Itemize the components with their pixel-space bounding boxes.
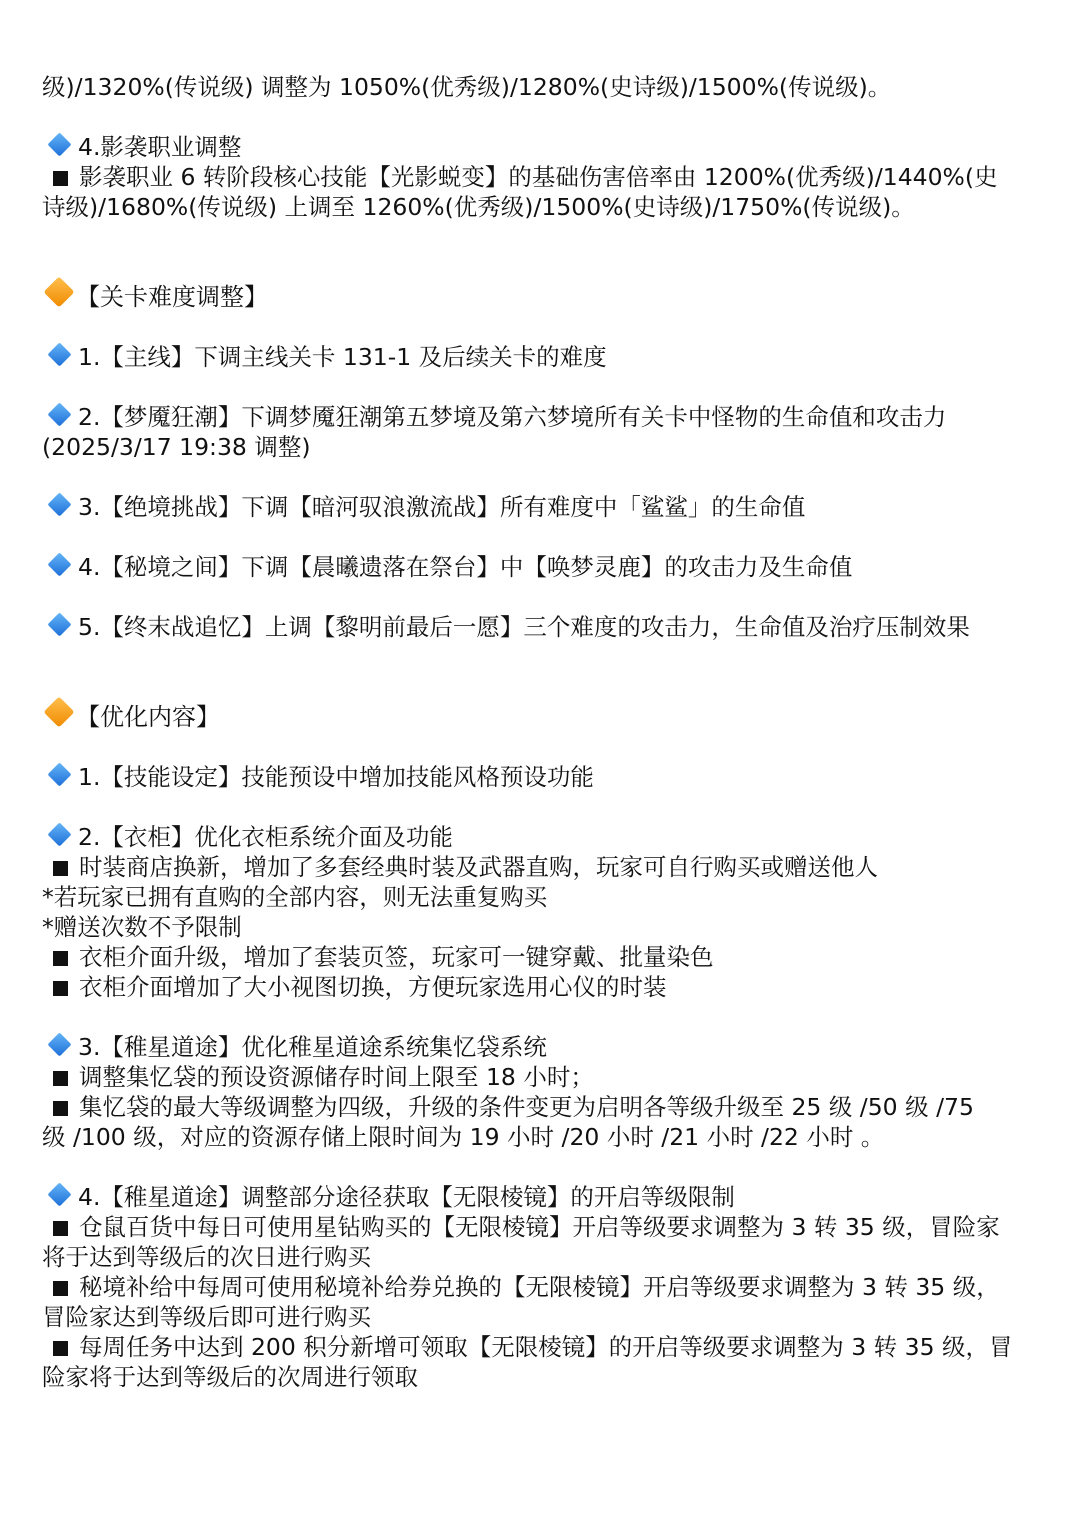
bullet-text: 衣柜介面升级，增加了套装页签，玩家可一键穿戴、批量染色 (79, 943, 714, 971)
blue-diamond-icon (47, 822, 71, 846)
bullet-text: 时装商店换新，增加了多套经典时装及武器直购，玩家可自行购买或赠送他人 (79, 853, 878, 881)
bullet-line (42, 1092, 1042, 1122)
list-item-text: 5.【终末战追忆】上调【黎明前最后一愿】三个难度的攻击力，生命值及治疗压制效果 (78, 613, 970, 641)
black-square-icon (53, 1071, 68, 1086)
bullet-line (42, 852, 1042, 882)
spacer (42, 582, 1042, 612)
blue-diamond-icon (47, 132, 71, 156)
list-item-text: 1.【技能设定】技能预设中增加技能风格预设功能 (78, 763, 594, 791)
list-item (42, 612, 1042, 642)
spacer (42, 222, 1042, 282)
list-item (42, 552, 1042, 582)
black-square-icon (53, 1341, 68, 1356)
bullet-line (42, 162, 1042, 192)
black-square-icon (53, 1221, 68, 1236)
bullet-continuation (42, 192, 1042, 222)
text-line: (2025/3/17 19:38 调整) (42, 433, 311, 461)
spacer (42, 312, 1042, 342)
blue-diamond-icon (47, 552, 71, 576)
list-item (42, 762, 1042, 792)
bullet-text: 险家将于达到等级后的次周进行领取 (42, 1363, 418, 1391)
text-line: 级)/1320%(传说级) 调整为 1050%(优秀级)/1280%(史诗级)/1500%(传说级)。 (42, 73, 892, 101)
spacer (42, 102, 1042, 132)
bullet-text: 将于达到等级后的次日进行购买 (42, 1243, 371, 1271)
spacer (42, 372, 1042, 402)
bullet-text: 集忆袋的最大等级调整为四级，升级的条件变更为启明各等级升级至 25 级 /50 级 /75 (79, 1093, 974, 1121)
blue-diamond-icon (47, 342, 71, 366)
list-item-text: 1.【主线】下调主线关卡 131-1 及后续关卡的难度 (78, 343, 607, 371)
bullet-text: 级 /100 级，对应的资源存储上限时间为 19 小时 /20 小时 /21 小时 /22 小时 。 (42, 1123, 885, 1151)
black-square-icon (53, 1281, 68, 1296)
bullet-text: 冒险家达到等级后即可进行购买 (42, 1303, 371, 1331)
list-item-text: 3.【绝境挑战】下调【暗河驭浪激流战】所有难度中「鲨鲨」的生命值 (78, 493, 806, 521)
bullet-continuation (42, 1302, 1042, 1332)
bullet-text: 每周任务中达到 200 积分新增可领取【无限棱镜】的开启等级要求调整为 3 转 35 级，冒 (79, 1333, 1013, 1361)
spacer (42, 732, 1042, 762)
bullet-text: 衣柜介面增加了大小视图切换，方便玩家选用心仪的时装 (79, 973, 667, 1001)
bullet-line (42, 1062, 1042, 1092)
list-item (42, 822, 1042, 852)
bullet-line (42, 942, 1042, 972)
bullet-text: 仓鼠百货中每日可使用星钻购买的【无限棱镜】开启等级要求调整为 3 转 35 级，冒险家 (79, 1213, 1000, 1241)
list-item-text: 4.【稚星道途】调整部分途径获取【无限棱镜】的开启等级限制 (78, 1183, 735, 1211)
list-item-text: 2.【梦魇狂潮】下调梦魇狂潮第五梦境及第六梦境所有关卡中怪物的生命值和攻击力 (78, 403, 947, 431)
blue-diamond-icon (47, 612, 71, 636)
bullet-text: 秘境补给中每周可使用秘境补给券兑换的【无限棱镜】开启等级要求调整为 3 转 35 级， (79, 1273, 1000, 1301)
black-square-icon (53, 1101, 68, 1116)
list-item (42, 492, 1042, 522)
text-line: *赠送次数不予限制 (42, 913, 242, 941)
bullet-text: 影袭职业 6 转阶段核心技能【光影蜕变】的基础伤害倍率由 1200%(优秀级)/1440%(史 (79, 163, 998, 191)
bullet-line (42, 1332, 1042, 1362)
spacer (42, 1002, 1042, 1032)
black-square-icon (53, 951, 68, 966)
list-item-text: 2.【衣柜】优化衣柜系统介面及功能 (78, 823, 453, 851)
blue-diamond-icon (47, 402, 71, 426)
section-heading (42, 282, 1042, 312)
bullet-continuation (42, 1122, 1042, 1152)
bullet-continuation (42, 1242, 1042, 1272)
list-item (42, 342, 1042, 372)
spacer (42, 522, 1042, 552)
bullet-line (42, 1212, 1042, 1242)
blue-diamond-icon (47, 762, 71, 786)
list-item (42, 402, 1042, 432)
bullet-line (42, 972, 1042, 1002)
blue-diamond-icon (47, 1032, 71, 1056)
black-square-icon (53, 981, 68, 996)
patch-notes-document (42, 72, 1042, 1392)
list-item (42, 1182, 1042, 1212)
spacer (42, 642, 1042, 702)
bullet-line (42, 1272, 1042, 1302)
section-heading (42, 702, 1042, 732)
blue-diamond-icon (47, 1182, 71, 1206)
black-square-icon (53, 861, 68, 876)
section-heading-text: 【关卡难度调整】 (76, 283, 268, 311)
spacer (42, 792, 1042, 822)
list-item-text: 4.【秘境之间】下调【晨曦遗落在祭台】中【唤梦灵鹿】的攻击力及生命值 (78, 553, 853, 581)
bullet-text: 诗级)/1680%(传说级) 上调至 1260%(优秀级)/1500%(史诗级)/1750%(传说级)。 (42, 193, 915, 221)
black-square-icon (53, 171, 68, 186)
orange-diamond-icon (43, 276, 74, 307)
list-item (42, 132, 1042, 162)
spacer (42, 1152, 1042, 1182)
orange-diamond-icon (43, 696, 74, 727)
bullet-continuation (42, 1362, 1042, 1392)
bullet-text: 调整集忆袋的预设资源储存时间上限至 18 小时； (79, 1063, 594, 1091)
text-line: *若玩家已拥有直购的全部内容，则无法重复购买 (42, 883, 548, 911)
list-item (42, 1032, 1042, 1062)
list-item-text: 4.影袭职业调整 (78, 133, 242, 161)
section-heading-text: 【优化内容】 (76, 703, 220, 731)
spacer (42, 462, 1042, 492)
blue-diamond-icon (47, 492, 71, 516)
list-item-text: 3.【稚星道途】优化稚星道途系统集忆袋系统 (78, 1033, 547, 1061)
